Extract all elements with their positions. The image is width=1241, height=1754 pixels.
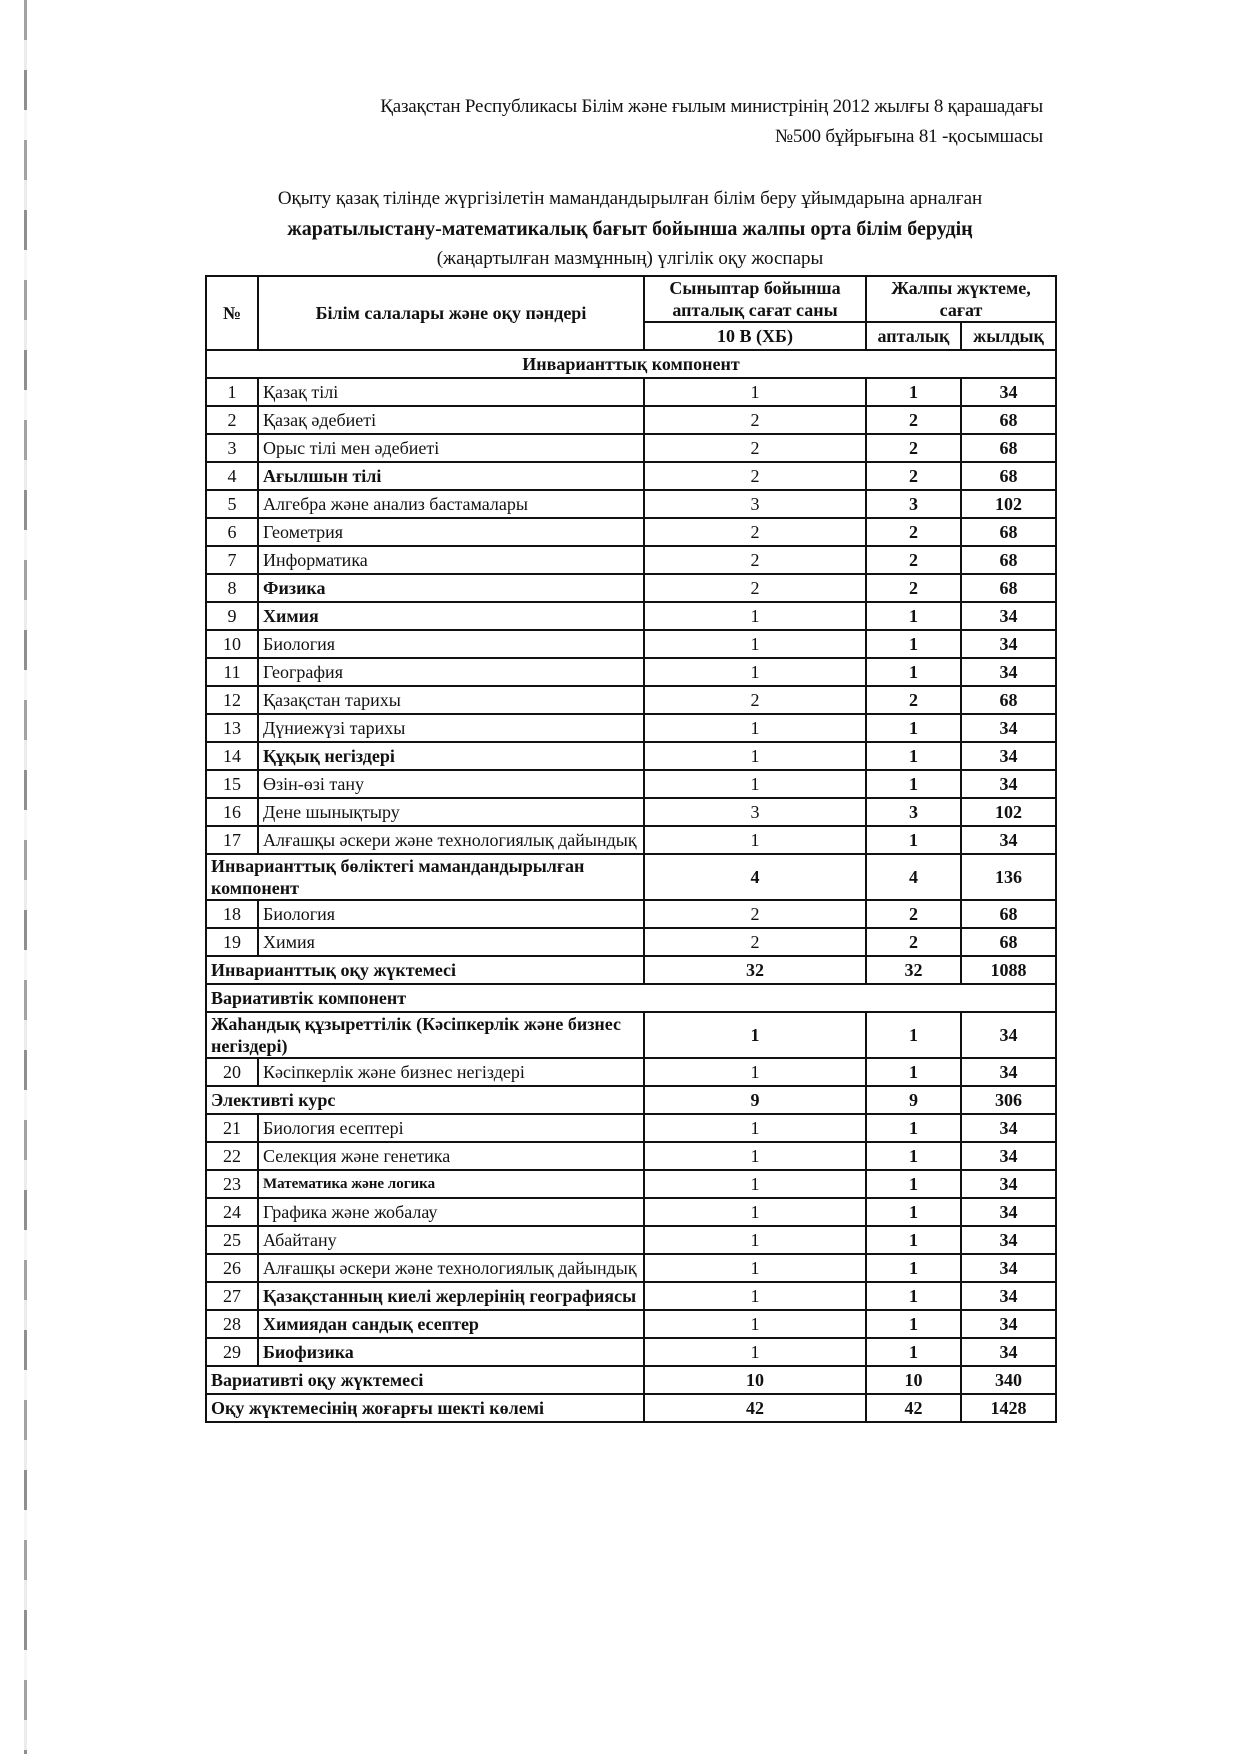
class-hours: 1 [644,1012,866,1058]
row-number: 9 [206,602,258,630]
class-hours: 10 [644,1366,866,1394]
row-number: 1 [206,378,258,406]
header-subjects: Білім салалары және оқу пәндері [258,276,644,350]
subject-name: Дене шынықтыру [258,798,644,826]
group-label: Вариативті оқу жүктемесі [206,1366,644,1394]
table-row [206,602,1056,630]
table-row [206,1226,1056,1254]
weekly-hours: 3 [866,490,961,518]
table-row [206,686,1056,714]
table-header-row-1 [206,276,1056,322]
weekly-hours: 2 [866,686,961,714]
specialized-component-row [206,854,1056,900]
annual-hours: 306 [961,1086,1056,1114]
weekly-hours: 1 [866,1226,961,1254]
class-hours: 1 [644,1198,866,1226]
class-hours: 2 [644,434,866,462]
weekly-hours: 4 [866,854,961,900]
class-hours: 2 [644,928,866,956]
subject-name: Орыс тілі мен әдебиеті [258,434,644,462]
class-hours: 1 [644,1226,866,1254]
class-hours: 1 [644,1282,866,1310]
group-label: Инварианттық оқу жүктемесі [206,956,644,984]
annual-hours: 1428 [961,1394,1056,1422]
annual-hours: 102 [961,490,1056,518]
table-row [206,378,1056,406]
weekly-hours: 32 [866,956,961,984]
table-row [206,434,1056,462]
subject-name: Құқық негіздері [258,742,644,770]
subject-name: Қазақ тілі [258,378,644,406]
subject-name: Химиядан сандық есептер [258,1310,644,1338]
subject-name: Геометрия [258,518,644,546]
weekly-hours: 1 [866,1254,961,1282]
subject-name: Селекция және генетика [258,1142,644,1170]
class-hours: 1 [644,1170,866,1198]
header-total-load: Жалпы жүктеме, сағат [866,276,1056,322]
annual-hours: 34 [961,770,1056,798]
table-body [206,350,1056,1422]
weekly-hours: 1 [866,658,961,686]
weekly-hours: 2 [866,574,961,602]
weekly-hours: 2 [866,518,961,546]
weekly-hours: 10 [866,1366,961,1394]
row-number: 12 [206,686,258,714]
class-hours: 1 [644,742,866,770]
row-number: 6 [206,518,258,546]
header-annual: жылдық [961,322,1056,350]
annual-hours: 34 [961,602,1056,630]
class-hours: 1 [644,770,866,798]
section-invariant [206,350,1056,378]
row-number: 7 [206,546,258,574]
subject-name: Алгебра және анализ бастамалары [258,490,644,518]
subject-name: Кәсіпкерлік және бизнес негіздері [258,1058,644,1086]
weekly-hours: 1 [866,1170,961,1198]
row-number: 24 [206,1198,258,1226]
row-number: 5 [206,490,258,518]
row-number: 26 [206,1254,258,1282]
subject-name: Өзін-өзі тану [258,770,644,798]
subject-name: Қазақ әдебиеті [258,406,644,434]
variative-total-row [206,1366,1056,1394]
subject-name: Биофизика [258,1338,644,1366]
class-hours: 2 [644,686,866,714]
table-row [206,1254,1056,1282]
table-row [206,900,1056,928]
class-hours: 2 [644,900,866,928]
weekly-hours: 2 [866,546,961,574]
annual-hours: 102 [961,798,1056,826]
row-number: 20 [206,1058,258,1086]
class-hours: 1 [644,1310,866,1338]
class-hours: 2 [644,546,866,574]
subject-name: Биология [258,900,644,928]
title-line-1: Оқыту қазақ тілінде жүргізілетін мамандандырылған білім беру ұйымдарына арналған [277,188,983,209]
table-row [206,1338,1056,1366]
weekly-hours: 2 [866,928,961,956]
subject-name: Биология [258,630,644,658]
annual-hours: 34 [961,630,1056,658]
table-row [206,770,1056,798]
subject-name: Биология есептері [258,1114,644,1142]
table-row [206,1114,1056,1142]
subject-name: Химия [258,602,644,630]
row-number: 13 [206,714,258,742]
table-row [206,1198,1056,1226]
class-hours: 42 [644,1394,866,1422]
row-number: 25 [206,1226,258,1254]
class-hours: 2 [644,574,866,602]
annual-hours: 34 [961,1310,1056,1338]
section-variative [206,984,1056,1012]
row-number: 19 [206,928,258,956]
row-number: 29 [206,1338,258,1366]
weekly-hours: 1 [866,630,961,658]
row-number: 2 [206,406,258,434]
annual-hours: 34 [961,1254,1056,1282]
row-number: 23 [206,1170,258,1198]
class-hours: 9 [644,1086,866,1114]
header-num: № [206,276,258,350]
weekly-hours: 2 [866,462,961,490]
subject-name: Графика және жобалау [258,1198,644,1226]
table-row [206,742,1056,770]
annual-hours: 34 [961,714,1056,742]
table-row [206,798,1056,826]
class-hours: 1 [644,602,866,630]
annual-hours: 68 [961,928,1056,956]
annual-hours: 136 [961,854,1056,900]
invariant-total-row [206,956,1056,984]
annual-hours: 68 [961,900,1056,928]
section-label: Вариативтік компонент [206,984,1056,1012]
row-number: 18 [206,900,258,928]
subject-name: Қазақстан тарихы [258,686,644,714]
weekly-hours: 1 [866,770,961,798]
class-hours: 1 [644,1142,866,1170]
class-hours: 3 [644,798,866,826]
weekly-hours: 9 [866,1086,961,1114]
annual-hours: 34 [961,1012,1056,1058]
title-line-3: (жаңартылған мазмұнның) үлгілік оқу жоспары [436,248,824,269]
annual-hours: 68 [961,518,1056,546]
weekly-hours: 2 [866,434,961,462]
annual-hours: 340 [961,1366,1056,1394]
class-hours: 1 [644,630,866,658]
class-hours: 32 [644,956,866,984]
row-number: 17 [206,826,258,854]
table-row [206,658,1056,686]
row-number: 21 [206,1114,258,1142]
title-line-2: жаратылыстану-математикалық бағыт бойынша жалпы орта білім берудің [287,218,973,240]
subject-name: Ағылшын тілі [258,462,644,490]
header-class-hours: Сыныптар бойынша апталық сағат саны [644,276,866,322]
annual-hours: 34 [961,1058,1056,1086]
row-number: 15 [206,770,258,798]
class-hours: 3 [644,490,866,518]
table-row [206,1170,1056,1198]
annual-hours: 34 [961,1338,1056,1366]
weekly-hours: 1 [866,1012,961,1058]
row-number: 16 [206,798,258,826]
weekly-hours: 3 [866,798,961,826]
annual-hours: 34 [961,1170,1056,1198]
weekly-hours: 1 [866,1114,961,1142]
class-hours: 1 [644,1058,866,1086]
class-hours: 1 [644,826,866,854]
annex-reference [380,92,1043,152]
class-hours: 2 [644,462,866,490]
table-row [206,1058,1056,1086]
group-label: Жаһандық құзыреттілік (Кәсіпкерлік және бизнес негіздері) [206,1012,644,1058]
section-label: Инварианттық компонент [206,350,1056,378]
weekly-hours: 1 [866,826,961,854]
weekly-hours: 42 [866,1394,961,1422]
table-row [206,1282,1056,1310]
annual-hours: 34 [961,378,1056,406]
weekly-hours: 1 [866,714,961,742]
table-row [206,546,1056,574]
row-number: 3 [206,434,258,462]
row-number: 10 [206,630,258,658]
row-number: 22 [206,1142,258,1170]
weekly-hours: 1 [866,1338,961,1366]
class-hours: 1 [644,378,866,406]
row-number: 8 [206,574,258,602]
annual-hours: 34 [961,742,1056,770]
class-hours: 2 [644,518,866,546]
table-row [206,1142,1056,1170]
weekly-hours: 2 [866,406,961,434]
class-hours: 1 [644,1254,866,1282]
row-number: 28 [206,1310,258,1338]
subject-name: Алғашқы әскери және технологиялық дайындық [258,826,644,854]
weekly-hours: 1 [866,602,961,630]
annex-line-2: №500 бұйрығына 81 -қосымшасы [774,126,1043,147]
annual-hours: 34 [961,826,1056,854]
table-row [206,714,1056,742]
subject-name: Химия [258,928,644,956]
header-weekly: апталық [866,322,961,350]
document-title [200,184,1060,274]
weekly-hours: 1 [866,1142,961,1170]
class-hours: 1 [644,1338,866,1366]
curriculum-table [205,275,1057,1423]
table-row [206,928,1056,956]
table-row [206,518,1056,546]
annual-hours: 1088 [961,956,1056,984]
row-number: 4 [206,462,258,490]
max-load-row [206,1394,1056,1422]
scan-edge-artifact [24,0,27,1754]
annual-hours: 68 [961,462,1056,490]
subject-name: География [258,658,644,686]
table-row [206,490,1056,518]
subject-name: Дүниежүзі тарихы [258,714,644,742]
table-row [206,462,1056,490]
global-competence-row [206,1012,1056,1058]
class-hours: 1 [644,1114,866,1142]
table-row [206,406,1056,434]
table-row [206,574,1056,602]
subject-name: Қазақстанның киелі жерлерінің географиясы [258,1282,644,1310]
weekly-hours: 1 [866,1058,961,1086]
subject-name: Физика [258,574,644,602]
annual-hours: 68 [961,574,1056,602]
annex-line-1: Қазақстан Республикасы Білім және ғылым министрінің 2012 жылғы 8 қарашадағы [380,96,1043,117]
subject-name: Информатика [258,546,644,574]
weekly-hours: 1 [866,742,961,770]
weekly-hours: 1 [866,1282,961,1310]
annual-hours: 68 [961,686,1056,714]
table-row [206,1310,1056,1338]
elective-course-row [206,1086,1056,1114]
group-label: Элективті курс [206,1086,644,1114]
subject-name: Математика және логика [258,1170,644,1198]
row-number: 27 [206,1282,258,1310]
weekly-hours: 1 [866,1310,961,1338]
table-row [206,826,1056,854]
table-row [206,630,1056,658]
annual-hours: 34 [961,1114,1056,1142]
row-number: 11 [206,658,258,686]
subject-name: Алғашқы әскери және технологиялық дайындық [258,1254,644,1282]
weekly-hours: 1 [866,378,961,406]
annual-hours: 34 [961,1142,1056,1170]
group-label: Инварианттық бөліктегі мамандандырылған компонент [206,854,644,900]
class-hours: 1 [644,658,866,686]
weekly-hours: 1 [866,1198,961,1226]
annual-hours: 34 [961,1282,1056,1310]
header-class: 10 В (ХБ) [644,322,866,350]
class-hours: 4 [644,854,866,900]
subject-name: Абайтану [258,1226,644,1254]
annual-hours: 34 [961,1198,1056,1226]
annual-hours: 68 [961,546,1056,574]
annual-hours: 68 [961,406,1056,434]
annual-hours: 34 [961,1226,1056,1254]
annual-hours: 68 [961,434,1056,462]
weekly-hours: 2 [866,900,961,928]
annual-hours: 34 [961,658,1056,686]
class-hours: 1 [644,714,866,742]
class-hours: 2 [644,406,866,434]
group-label: Оқу жүктемесінің жоғарғы шекті көлемі [206,1394,644,1422]
row-number: 14 [206,742,258,770]
